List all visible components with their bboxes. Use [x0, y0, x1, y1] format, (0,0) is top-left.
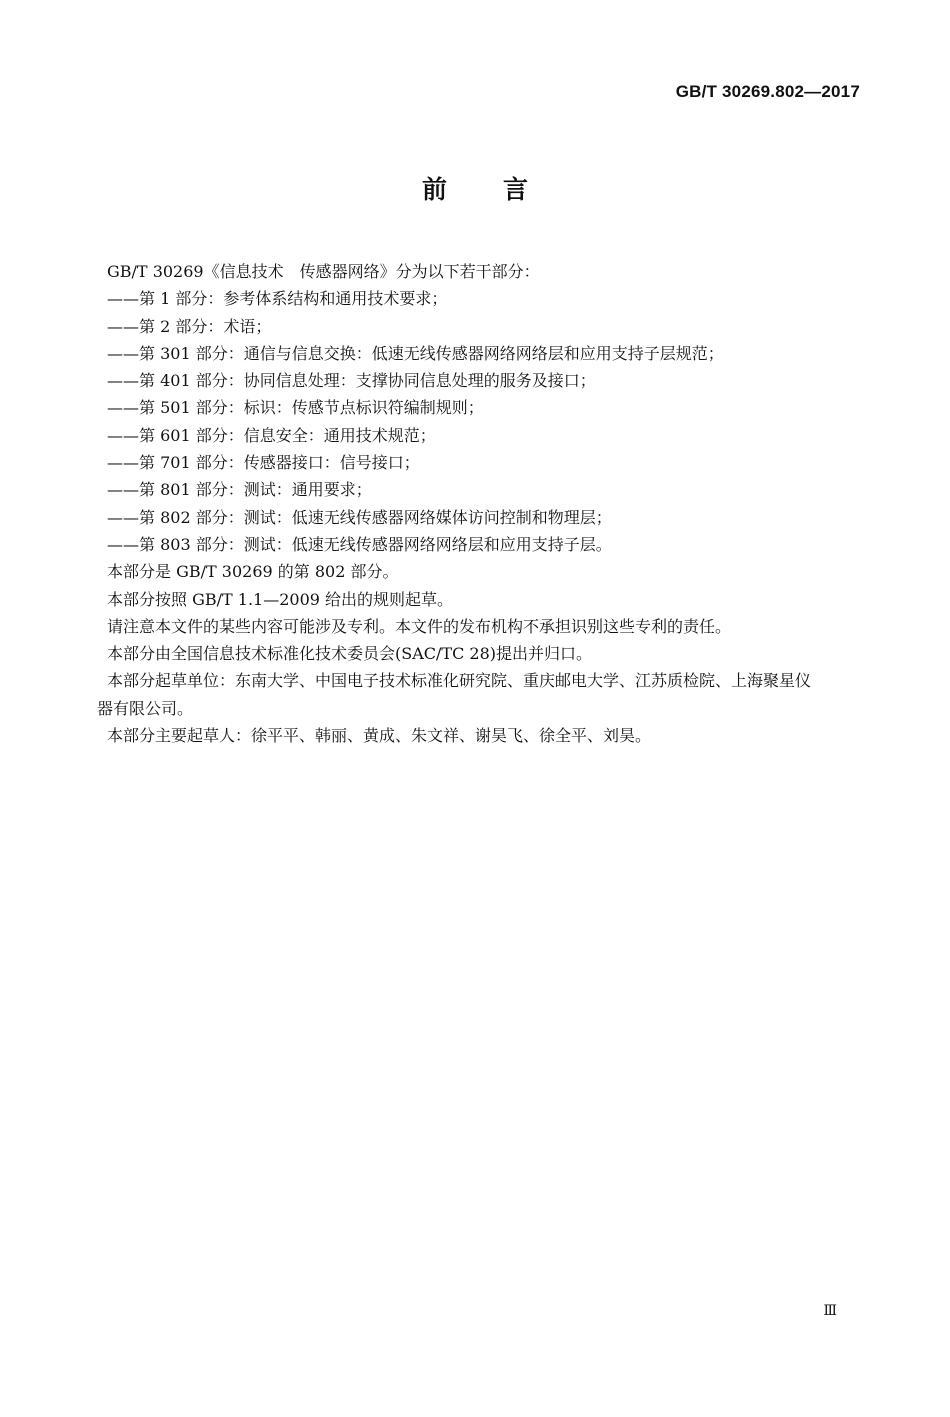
part-list-item: ——第 1 部分：参考体系结构和通用技术要求； — [107, 289, 448, 309]
standard-code: GB/T 30269.802—2017 — [675, 82, 860, 101]
part-list-item: ——第 601 部分：信息安全：通用技术规范； — [107, 425, 436, 445]
drafting-units-line2: 器有限公司。 — [97, 698, 194, 718]
part-list-item: ——第 2 部分：术语； — [107, 316, 272, 336]
part-list-item: ——第 301 部分：通信与信息交换：低速无线传感器网络网络层和应用支持子层规范； — [107, 343, 724, 363]
proposed-by-statement: 本部分由全国信息技术标准化技术委员会(SAC/TC 28)提出并归口。 — [107, 644, 592, 664]
patent-notice: 请注意本文件的某些内容可能涉及专利。本文件的发布机构不承担识别这些专利的责任。 — [107, 616, 732, 636]
part-list-item: ——第 801 部分：测试：通用要求； — [107, 480, 372, 500]
drafting-rules-statement: 本部分按照 GB/T 1.1—2009 给出的规则起草。 — [107, 589, 454, 609]
page-title: 前言 — [421, 175, 584, 204]
drafting-units-line1: 本部分起草单位：东南大学、中国电子技术标准化研究院、重庆邮电大学、江苏质检院、上海聚星仪 — [107, 671, 812, 691]
part-of-statement: 本部分是 GB/T 30269 的第 802 部分。 — [107, 562, 399, 582]
part-list-item: ——第 501 部分：标识：传感节点标识符编制规则； — [107, 398, 484, 418]
part-list-item: ——第 701 部分：传感器接口：信号接口； — [107, 453, 420, 473]
part-list-item: ——第 401 部分：协同信息处理：支撑协同信息处理的服务及接口； — [107, 371, 596, 391]
drafters-statement: 本部分主要起草人：徐平平、韩丽、黄成、朱文祥、谢昊飞、徐全平、刘昊。 — [107, 726, 652, 746]
intro-line: GB/T 30269《信息技术 传感器网络》分为以下若干部分： — [107, 262, 540, 281]
page-number: Ⅲ — [823, 1303, 837, 1319]
part-list-item: ——第 803 部分：测试：低速无线传感器网络网络层和应用支持子层。 — [107, 534, 612, 554]
foreword-body — [97, 258, 862, 749]
part-list-item: ——第 802 部分：测试：低速无线传感器网络媒体访问控制和物理层； — [107, 507, 612, 527]
